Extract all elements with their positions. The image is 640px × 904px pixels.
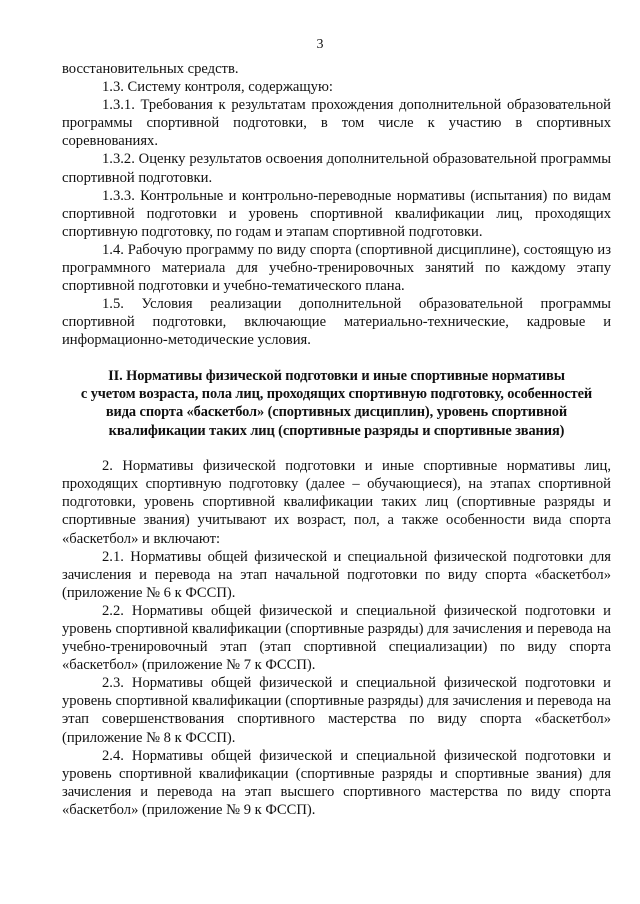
section-heading-line: с учетом возраста, пола лиц, проходящих спортивную подготовку, особенностей <box>80 385 593 402</box>
document-body <box>62 60 611 819</box>
paragraph: 2.4. Нормативы общей физической и специальной физической подготовки и уровень спортивной квалификации (спортивные разряды и спортивные звания) для зачисления и перевода на этап высшего спортивного мастерства по виду спорта «баскетбол» (приложение № 9 к ФССП). <box>62 747 611 818</box>
paragraph: восстановительных средств. <box>62 61 239 77</box>
paragraph: 1.5. Условия реализации дополнительной образовательной программы спортивной подготовки, включающие материально-технические, кадровые и информационно-методические условия. <box>62 296 611 349</box>
section-heading-line: вида спорта «баскетбол» (спортивных дисциплин), уровень спортивной <box>105 404 568 421</box>
paragraph: 2.3. Нормативы общей физической и специальной физической подготовки и уровень спортивной квалификации (спортивные разряды) для зачисления и перевода на этап совершенствования спортивного мастерства по виду спорта «баскетбол» (приложение № 8 к ФССП). <box>62 675 611 746</box>
paragraph: 2.2. Нормативы общей физической и специальной физической подготовки и уровень спортивной квалификации (спортивные разряды) для зачисления и перевода на учебно-тренировочный этап (этап спортивной специализации) по виду спорта «баскетбол» (приложение № 7 к ФССП). <box>62 602 611 674</box>
section-heading <box>62 367 611 441</box>
paragraph: 1.3.2. Оценку результатов освоения дополнительной образовательной программы спортивной подготовки. <box>62 151 611 186</box>
page-number: 3 <box>316 37 324 52</box>
paragraph: 1.3.1. Требования к результатам прохождения дополнительной образовательной программы спортивной подготовки, в том числе к участию в спортивных соревнованиях. <box>62 97 611 150</box>
paragraph: 2.1. Нормативы общей физической и специальной физической подготовки для зачисления и перевода на этап начальной подготовки по виду спорта «баскетбол» (приложение № 6 к ФССП). <box>62 548 611 601</box>
section-heading-line: II. Нормативы физической подготовки и иные спортивные нормативы <box>108 367 565 384</box>
paragraph: 2. Нормативы физической подготовки и иные спортивные нормативы лиц, проходящих спортивную подготовку (далее – обучающиеся), на этапах спортивной подготовки, уровень спортивной квалификации таких лиц (спортивные разряды и спортивные звания) учитывают их возраст, пол, а также особенности вида спорта «баскетбол» и включают: <box>62 458 611 547</box>
paragraph: 1.3.3. Контрольные и контрольно-переводные нормативы (испытания) по видам спортивной подготовки и уровень спортивной квалификации лиц, проходящих спортивную подготовку, по годам и этапам спортивной подготовки. <box>62 187 611 240</box>
paragraph: 1.3. Систему контроля, содержащую: <box>102 79 333 96</box>
section-heading-line: квалификации таких лиц (спортивные разряды и спортивные звания) <box>108 422 565 439</box>
paragraph: 1.4. Рабочую программу по виду спорта (спортивной дисциплине), состоящую из программного материала для учебно-тренировочных занятий по каждому этапу спортивной подготовки и учебно-тематического плана. <box>62 241 611 295</box>
